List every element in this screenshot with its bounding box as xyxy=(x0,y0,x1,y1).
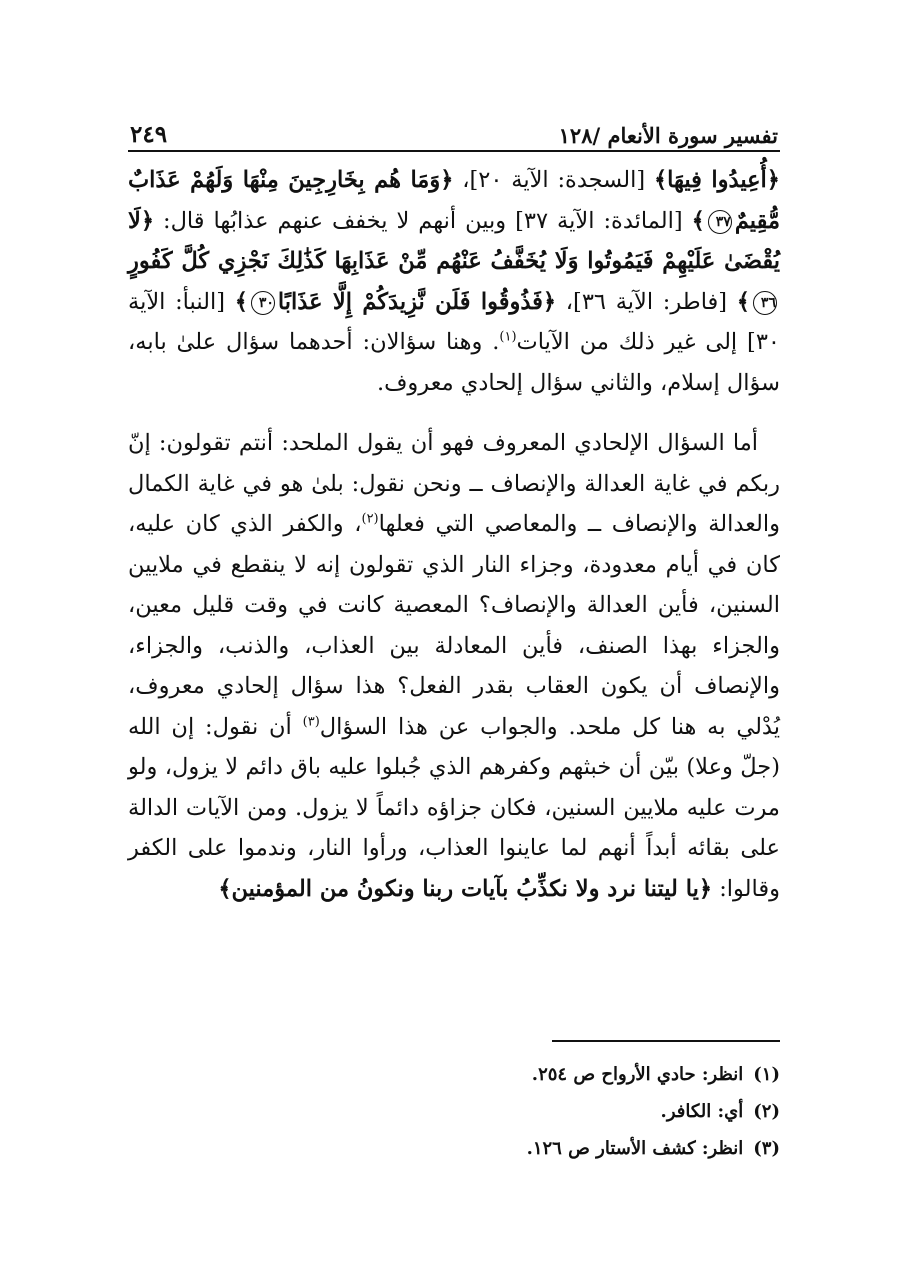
citation-4: [النبأ: الآية ٣٠] إلى غير ذلك من الآيات xyxy=(128,288,780,355)
paragraph-2-text-b: ، والكفر الذي كان عليه، كان في أيام معدودة، وجزاء النار الذي تقولون إنه لا ينقطع في ملايين السنين، فأين العدالة والإنصاف؟ المعصية كانت في وقت قليل معين، والجزاء بهذا الصنف، فأين المعادلة بين العذاب، والذنب، والجزاء، والإنصاف أن يكون العقاب بقدر الفعل؟ هذا سؤال إلحادي معروف، يُدْلي به هنا كل ملحد. والجواب عن هذا السؤال xyxy=(128,511,780,740)
footnote-number: (٣) xyxy=(753,1138,780,1159)
header-divider xyxy=(128,150,780,152)
paragraph-2-text-c: أن نقول: إن الله (جلّ وعلا) بيّن أن خبثهم وكفرهم الذي جُبلوا عليه باق دائم لا يزول، ولو مرت عليه ملايين السنين، فكان جزاؤه دائماً لا يزول. ومن الآيات الدالة على بقائه أبداً أنهم لما عاينوا العذاب، ورأوا النار، وندموا على الكفر وقالوا: xyxy=(128,713,780,902)
citation-2: [المائدة: الآية ٣٧] وبين أنهم لا يخفف عنهم عذابُها قال: xyxy=(154,207,692,234)
footnotes xyxy=(300,1056,780,1167)
quran-quote-3: ﴿لَا يُقْضَىٰ عَلَيْهِمْ فَيَمُوتُوا وَلَا يُخَفَّفُ عَنْهُم مِّنْ عَذَابِهَا كَذَٰلِكَ نَجْزِي كُلَّ كَفُورٍ xyxy=(128,207,780,274)
verse-number-marker: ٣٧ xyxy=(708,210,732,234)
citation-3: [فاطر: الآية ٣٦]، xyxy=(556,288,737,315)
footnote-ref-1[interactable]: (١) xyxy=(499,329,517,345)
footnote-text: أي: الكافر. xyxy=(660,1101,744,1122)
footnote-2 xyxy=(300,1093,780,1130)
verse-number-marker: ٣٠ xyxy=(251,291,275,315)
footnote-ref-3[interactable]: (٣) xyxy=(302,714,320,729)
main-text xyxy=(128,160,780,909)
paragraph-1 xyxy=(128,160,780,403)
footnote-3 xyxy=(300,1130,780,1167)
quran-quote-1: ﴿أُعِيدُوا فِيهَا﴾ xyxy=(653,167,780,193)
footnote-text: انظر: كشف الأستار ص ١٢٦. xyxy=(526,1138,744,1159)
footnote-1 xyxy=(300,1056,780,1093)
running-header xyxy=(130,108,778,148)
paragraph-2-text-a: أما السؤال الإلحادي المعروف فهو أن يقول الملحد: أنتم تقولون: إنّ ربكم في غاية العدالة والإنصاف ــ ونحن نقول: بلىٰ هو في غاية الكمال والعدالة والإنصاف ــ والمعاصي التي فعلها xyxy=(128,430,781,537)
quran-bracket-close: ﴾ xyxy=(736,288,750,315)
verse-number-marker: ٣٦ xyxy=(753,291,777,315)
header-title: تفسير سورة الأنعام /١٢٨ xyxy=(558,123,778,148)
quran-quote-2: ﴿وَمَا هُم بِخَارِجِينَ مِنْهَا وَلَهُمْ عَذَابٌ مُّقِيمٌ xyxy=(128,167,781,234)
footnote-number: (٢) xyxy=(753,1101,780,1122)
quran-bracket-close: ﴾ xyxy=(234,288,248,315)
footnote-ref-2[interactable]: (٢) xyxy=(361,511,379,527)
citation-1: [السجدة: الآية ٢٠]، xyxy=(453,167,654,193)
paragraph-2 xyxy=(128,423,780,909)
quran-quote-4: ﴿فَذُوقُوا فَلَن نَّزِيدَكُمْ إِلَّا عَذَابًا xyxy=(277,288,557,315)
paragraph-1-end: . وهنا سؤالان: أحدهما سؤال علىٰ بابه، سؤال إسلام، والثاني سؤال إلحادي معروف. xyxy=(128,329,780,396)
footnote-number: (١) xyxy=(753,1064,780,1085)
page-number: ٢٤٩ xyxy=(130,121,168,148)
quran-quote-5: ﴿يا ليتنا نرد ولا نكذِّبُ بآيات ربنا ونكونُ من المؤمنين﴾ xyxy=(218,875,713,902)
quran-bracket-close: ﴾ xyxy=(691,207,705,234)
footnote-text: انظر: حادي الأرواح ص ٢٥٤. xyxy=(531,1064,744,1085)
footnote-divider xyxy=(552,1040,780,1042)
